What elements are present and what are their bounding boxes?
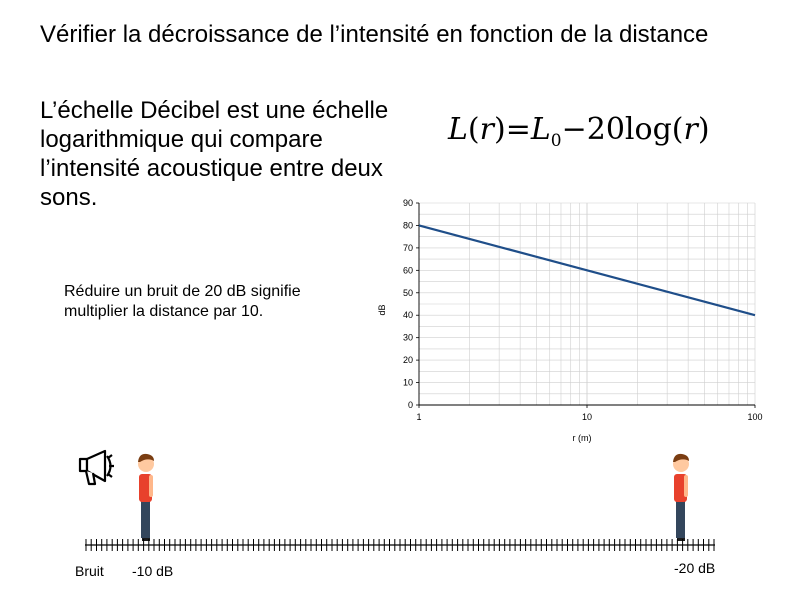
formula-rparen: ) xyxy=(493,112,506,147)
y-tick-label: 0 xyxy=(407,400,413,410)
x-tick-label: 100 xyxy=(747,412,763,422)
distance-scene xyxy=(0,440,800,600)
formula-arg: r xyxy=(683,112,698,147)
y-tick-label: 80 xyxy=(402,220,413,231)
y-tick-label: 20 xyxy=(402,355,413,366)
formula-equals: = xyxy=(505,112,531,147)
slide-title: Vérifier la décroissance de l’intensité en fonction de la distance xyxy=(40,21,709,48)
distance-ruler xyxy=(85,539,715,551)
label-far-db: -20 dB xyxy=(674,560,716,576)
x-tick-label: 10 xyxy=(581,412,593,422)
note-text: Réduire un bruit de 20 dB signifie multiplier la distance par 10. xyxy=(64,283,301,320)
formula-lhs-func: L xyxy=(448,112,468,147)
y-tick-label: 30 xyxy=(402,332,413,343)
label-bruit: Bruit xyxy=(75,563,104,579)
formula-rparen-2: ) xyxy=(697,112,710,147)
formula-lparen-2: ( xyxy=(671,112,684,147)
y-tick-label: 90 xyxy=(402,198,413,208)
formula-l0-sub: 0 xyxy=(550,131,562,151)
person-icon xyxy=(138,454,154,541)
intro-text: L’échelle Décibel est une échelle logarithmique qui compare l’intensité acoustique entre deux sons. xyxy=(40,97,389,211)
formula-minus: − xyxy=(561,112,587,147)
y-tick-label: 50 xyxy=(402,287,413,298)
y-tick-label: 60 xyxy=(402,265,413,276)
formula-lhs-arg: r xyxy=(479,112,494,147)
y-tick-label: 10 xyxy=(402,377,413,388)
chart-ticks xyxy=(403,198,763,422)
chart-x-label: r (m) xyxy=(572,433,592,443)
chart-y-label: dB xyxy=(377,304,387,316)
formula-coef: 20 xyxy=(586,112,625,147)
db-distance-chart xyxy=(370,195,770,445)
megaphone-icon xyxy=(80,451,114,484)
y-tick-label: 40 xyxy=(402,310,413,321)
formula-log: log xyxy=(624,112,672,147)
label-near-db: -10 dB xyxy=(132,563,174,579)
formula xyxy=(448,112,710,151)
chart-grid xyxy=(419,203,755,405)
formula-lparen: ( xyxy=(467,112,480,147)
y-tick-label: 70 xyxy=(402,242,413,253)
person-icon xyxy=(673,454,689,541)
x-tick-label: 1 xyxy=(416,412,422,422)
formula-l0: L xyxy=(530,112,551,147)
